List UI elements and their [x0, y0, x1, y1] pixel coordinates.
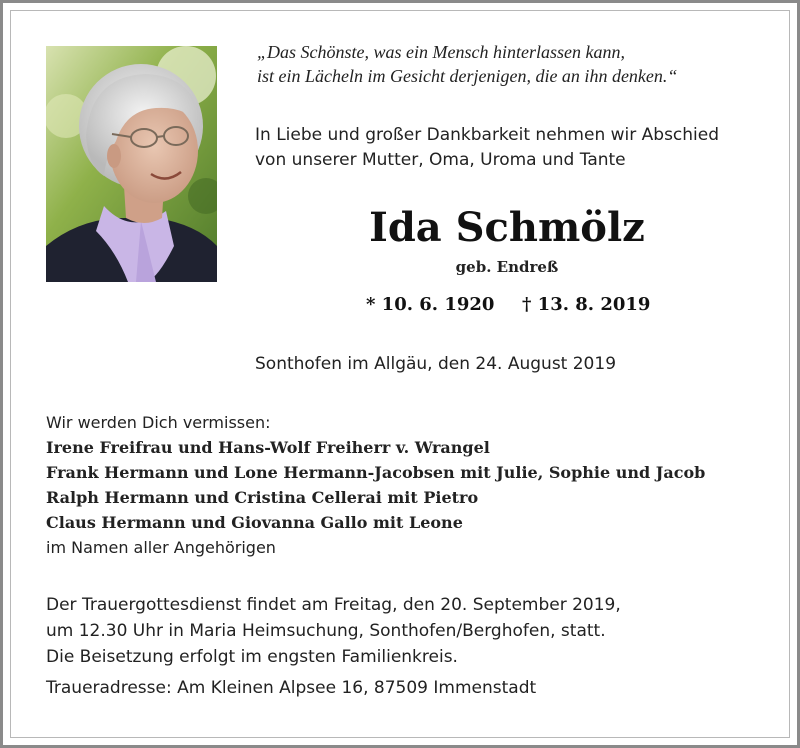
- service-line-3: Die Beisetzung erfolgt im engsten Familienkreis.: [46, 647, 458, 667]
- intro-line-1: In Liebe und großer Dankbarkeit nehmen wir Abschied: [255, 125, 720, 145]
- portrait-image: [46, 46, 217, 282]
- farewell-intro: [255, 123, 775, 173]
- death-date: † 13. 8. 2019: [522, 294, 651, 315]
- portrait-photo: [46, 46, 217, 282]
- mourners-closing: im Namen aller Angehörigen: [46, 538, 276, 557]
- service-info: [46, 592, 776, 670]
- service-line-1: Der Trauergottesdienst findet am Freitag, den 20. September 2019,: [46, 595, 621, 615]
- mourning-address: Traueradresse: Am Kleinen Alpsee 16, 87509 Immenstadt: [46, 678, 537, 698]
- mourner-line: Claus Hermann und Giovanna Gallo mit Leone: [46, 513, 463, 532]
- mourners-list: [46, 410, 776, 560]
- memorial-quote: [257, 40, 767, 88]
- birth-date: * 10. 6. 1920: [366, 294, 495, 315]
- mourner-line: Irene Freifrau und Hans-Wolf Freiherr v. Wrangel: [46, 438, 490, 457]
- service-line-2: um 12.30 Uhr in Maria Heimsuchung, Sonthofen/Berghofen, statt.: [46, 621, 606, 641]
- mourner-line: Ralph Hermann und Cristina Cellerai mit Pietro: [46, 488, 479, 507]
- deceased-name: Ida Schmölz: [369, 204, 645, 251]
- place-and-date: Sonthofen im Allgäu, den 24. August 2019: [255, 354, 617, 374]
- quote-line-1: „Das Schönste, was ein Mensch hinterlassen kann,: [257, 42, 625, 62]
- mourners-intro: Wir werden Dich vermissen:: [46, 413, 271, 432]
- maiden-name: geb. Endreß: [455, 258, 559, 276]
- mourner-line: Frank Hermann und Lone Hermann-Jacobsen mit Julie, Sophie und Jacob: [46, 463, 706, 482]
- quote-line-2: ist ein Lächeln im Gesicht derjenigen, die an ihn denken.“: [257, 66, 678, 86]
- intro-line-2: von unserer Mutter, Oma, Uroma und Tante: [255, 150, 626, 170]
